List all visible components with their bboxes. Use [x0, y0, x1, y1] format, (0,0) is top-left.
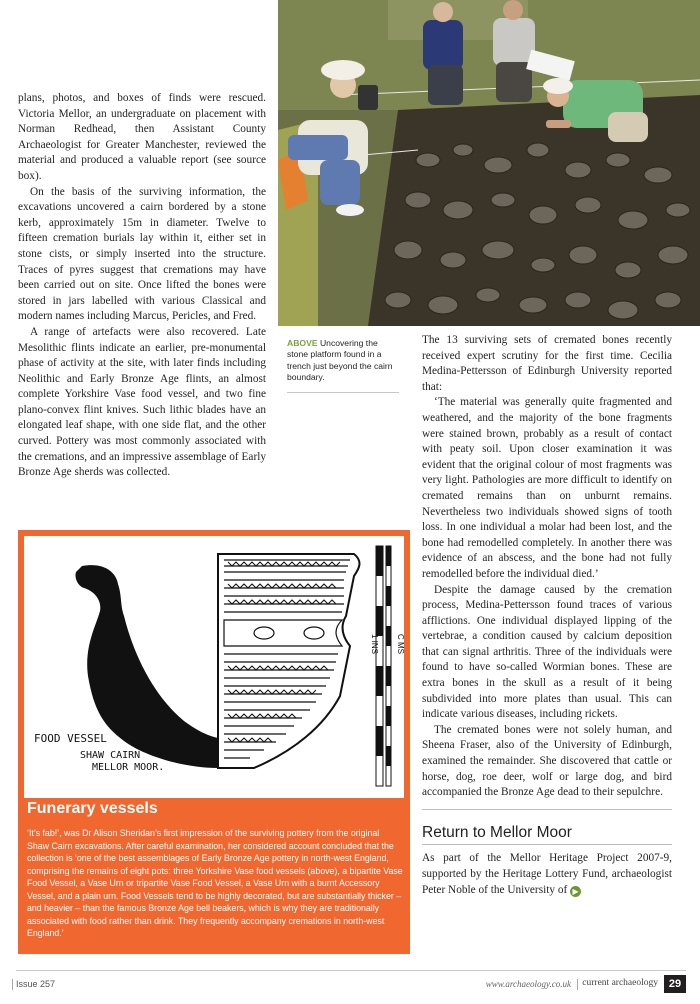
page-footer — [16, 975, 686, 995]
caption-text: Uncovering the stone platform found in a trench just beyond the cairn boundary. — [287, 338, 393, 383]
vessel-illustration — [24, 536, 404, 798]
box-text: ‘It’s fab!’, was Dr Alison Sheridan’s first impression of the surviving pottery from the original Shaw Cairn excavations. After careful examination, her considered account concluded that the collection is ‘one of the best assemblages of Early Bronze Age pottery in north-west England, comprising the remains of eight pots: three Yorkshire Vase food vessels (above), a bipartite Vase Food Vessel, a Vase Urn or tripartite Vase Food Vessel, a Vase Urn with a burnt Accessory Vessel, and a plain urn. Food Vessels tend to be highly decorated, but are substantially thicker – and heavier – than the famous Bronze Age bell beakers, which is why they are traditionally associated with food rather than drink. They frequently accompany cremations in north-west England.’ — [27, 828, 403, 938]
right-paragraph: Despite the damage caused by the cremation process, Medina-Pettersson found traces of various afflictions. One individual displayed lipping of the vertebrae, a condition caused by calcium deposition that can signal arthritis. Three of the individuals were found to have so-called Wormian bones. These are extra bones in the skull as a result of it being subdivided into more plates than usual. This can indicate various diseases, including rickets. — [422, 583, 672, 721]
left-column — [18, 91, 266, 481]
issue-number: Issue 257 — [16, 979, 56, 989]
caption-lead: ABOVE — [287, 338, 318, 348]
final-paragraph-text: As part of the Mellor Heritage Project 2007-9, supported by the Heritage Lottery Fund, archaeologist Peter Noble of the University of — [422, 852, 672, 896]
excavation-photo — [278, 0, 700, 326]
left-paragraph: A range of artefacts were also recovered. Late Mesolithic flints indicate an earlier, pre-monumental phase of activity at the site, with later finds including Neolithic and Early Bronze Age flints, an almost complete Yorkshire Vase food vessel, and two fine plano-convex flint knives. Such lithic blades have an elongated leaf shape, with one side flat, and the other curved. Pottery was most commonly associated with the cremations, and an impressive assemblage of Early Bronze Age sherds was collected. — [18, 325, 266, 479]
footer-url[interactable]: www.archaeology.co.uk — [485, 979, 571, 989]
drawing-label-shaw-cairn: SHAW CAIRN — [80, 750, 141, 761]
right-paragraph: The 13 surviving sets of cremated bones recently received expert scrutiny for the first time. Cecilia Medina-Pettersson of Edinburgh University reported that: — [422, 334, 672, 393]
section-divider — [422, 809, 672, 810]
funerary-vessels-box — [18, 530, 410, 954]
section-heading: Return to Mellor Moor — [422, 823, 572, 841]
right-paragraph: The cremated bones were not solely human, and Sheena Fraser, also of the University of Edinburgh, examined the remainder. She discovered that cattle or horse, dog, roe deer, wolf or large dog, and bird accompanied the Bronze Age dead to their sepulchre. — [422, 723, 672, 799]
photo-caption — [287, 338, 399, 384]
drawing-label-mellor-moor: MELLOR MOOR. — [92, 762, 165, 773]
drawing-label-food-vessel: FOOD VESSEL — [34, 732, 107, 745]
continue-arrow-icon: ▶ — [570, 886, 581, 897]
right-column — [422, 333, 672, 898]
food-vessel-drawing — [24, 536, 404, 798]
photo-illustration — [278, 0, 700, 326]
scale-label-cms: C MS — [396, 634, 405, 654]
box-title: Funerary vessels — [27, 800, 158, 817]
right-paragraph-final — [422, 851, 672, 898]
caption-divider — [287, 392, 399, 393]
left-paragraph: plans, photos, and boxes of finds were rescued. Victoria Mellor, an undergraduate on placement with Norman Redhead, then Assistant County Archaeologist for Greater Manchester, reviewed the material and produced a valuable report (see source box). — [18, 92, 266, 182]
page-number: 29 — [664, 975, 686, 993]
footer-divider — [16, 970, 686, 971]
left-paragraph: On the basis of the surviving information, the excavations uncovered a cairn bordered by a stone kerb, approximately 15m in diameter. Twelve to fifteen cremation burials lay within it, either set in stone cists, or simply inserted into the structure. Traces of pyres suggest that cremations may have been carried out on site. Once lifted the bones were stored in jars labelled with various Classical and modern names including Marcus, Pericles, and Fred. — [18, 185, 266, 323]
right-paragraph: ‘The material was generally quite fragmented and weathered, and the majority of the bone fragments were stained brown, probably as a result of contact with peaty soil. Upon closer examination it was evident that the original colour of most fragments was very light. Pathologies are more difficult to identify on cremated remains than on unburnt remains. Nevertheless two individuals showed signs of tooth loss. In one individual a molar had been lost, and the bone had remodelled completely. In another there was evidence of an abscess, and the bone had not fully remodelled before the individual died.’ — [422, 396, 672, 580]
magazine-name: current archaeology — [582, 978, 658, 988]
scale-label-inches: 1 INS — [370, 634, 379, 655]
section-divider — [422, 844, 672, 845]
